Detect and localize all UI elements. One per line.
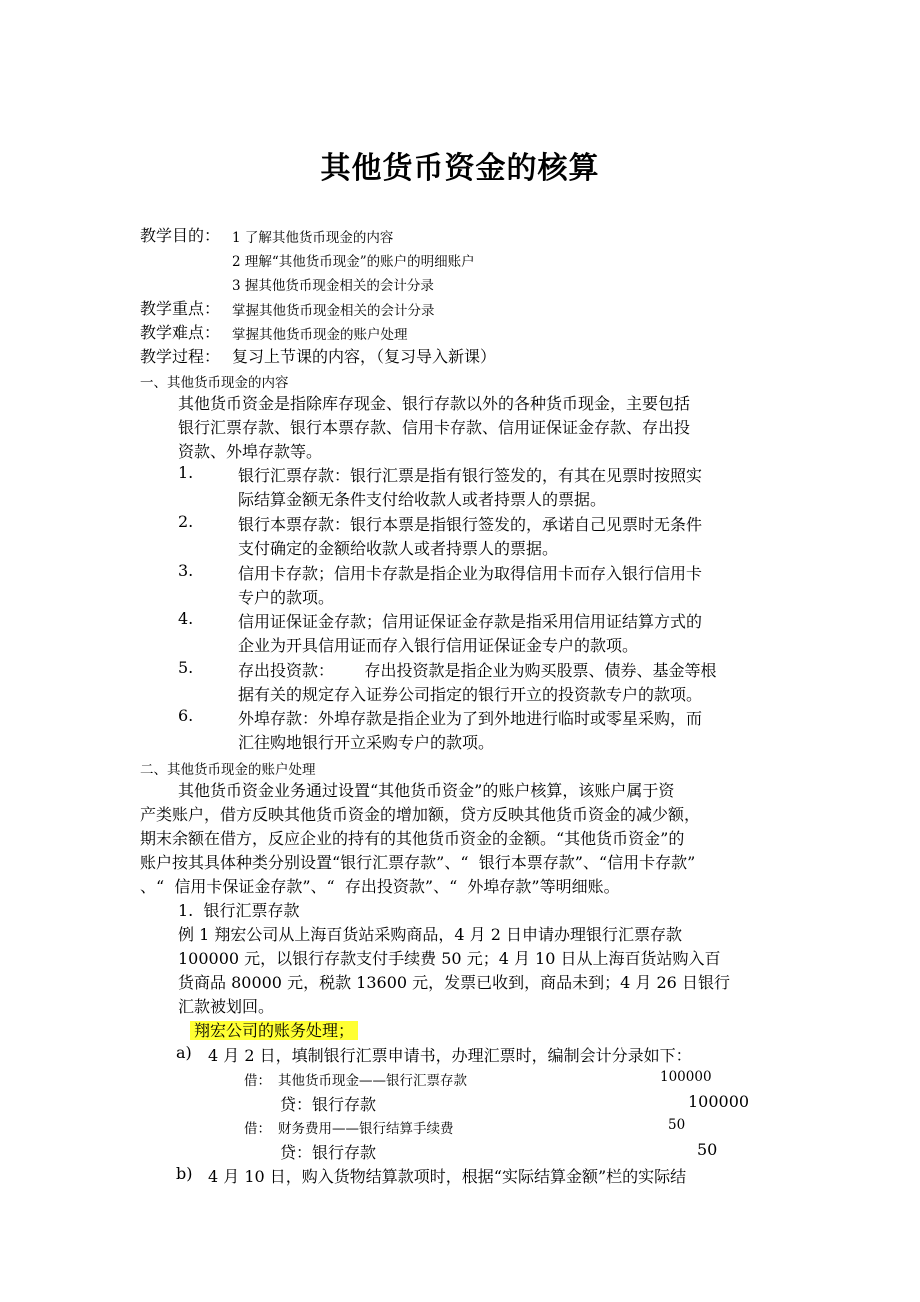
entry-side: 借： — [244, 1073, 271, 1089]
list-item-line: 据有关的规定存入证券公司指定的银行开立的投资款专户的款项。 — [238, 685, 703, 704]
list-item-line: 专户的款项。 — [238, 588, 335, 607]
list-item-line: 信用证保证金存款；信用证保证金存款是指采用信用证结算方式的 — [238, 612, 703, 631]
entry-account: 银行存款 — [312, 1143, 377, 1162]
intro-line: 资款、外埠存款等。 — [178, 442, 323, 461]
section-heading: 二、其他货币现金的账户处理 — [140, 762, 316, 778]
entry-amount: 50 — [668, 1117, 686, 1133]
entry-amount: 100000 — [688, 1092, 750, 1111]
entry-account: 银行存款 — [312, 1095, 377, 1114]
page-title: 其他货币资金的核算 — [320, 151, 600, 186]
list-item-line: 际结算金额无条件支付给收款人或者持票人的票据。 — [238, 490, 607, 509]
objectives-label: 教学目的： — [140, 226, 221, 245]
process-text: 复习上节课的内容，（复习导入新课） — [232, 347, 497, 366]
example-line: 货商品 80000 元，税款 13600 元，发票已收到，商品未到；4 月 26 日银行 — [178, 973, 730, 992]
list-item-line: 银行汇票存款：银行汇票是指有银行签发的，有其在见票时按照实 — [238, 466, 703, 485]
step-a-text: 4 月 2 日，填制银行汇票申请书，办理汇票时，编制会计分录如下： — [208, 1046, 692, 1065]
entry-side: 借： — [244, 1121, 271, 1137]
list-number: 5. — [178, 658, 194, 677]
section-heading: 一、其他货币现金的内容 — [140, 375, 289, 391]
list-item-line: 汇往购地银行开立采购专户的款项。 — [238, 733, 495, 752]
list-number: 2. — [178, 512, 194, 531]
list-item-line: 信用卡存款；信用卡存款是指企业为取得信用卡而存入银行信用卡 — [238, 564, 703, 583]
entry-side: 贷： — [280, 1095, 313, 1114]
example-line: 100000 元，以银行存款支付手续费 50 元；4 月 10 日从上海百货站购入百 — [178, 949, 721, 968]
para-line: 账户按其具体种类分别设置“银行汇票存款”、“ 银行本票存款”、“信用卡存款” — [140, 853, 696, 872]
para-line: 产类账户，借方反映其他货币资金的增加额，贷方反映其他货币资金的减少额， — [140, 805, 701, 824]
highlighted-note: 翔宏公司的账务处理； — [190, 1021, 358, 1040]
example-line: 汇款被划回。 — [178, 997, 275, 1016]
list-number: 6. — [178, 706, 194, 725]
list-item-line: 外埠存款：外埠存款是指企业为了到外地进行临时或零星采购，而 — [238, 709, 703, 728]
list-number: 1. — [178, 463, 194, 482]
step-b-label: b) — [176, 1164, 193, 1183]
objective-item: 3 握其他货币现金相关的会计分录 — [232, 278, 434, 294]
para-line: 其他货币资金业务通过设置“其他货币资金”的账户核算，该账户属于资 — [178, 781, 675, 800]
entry-amount: 50 — [697, 1140, 718, 1159]
example-line: 例 1 翔宏公司从上海百货站采购商品，4 月 2 日申请办理银行汇票存款 — [178, 925, 682, 944]
step-b-text: 4 月 10 日，购入货物结算款项时，根据“实际结算金额”栏的实际结 — [208, 1167, 687, 1186]
intro-line: 其他货币资金是指除库存现金、银行存款以外的各种货币现金，主要包括 — [178, 394, 691, 413]
entry-side: 贷： — [280, 1143, 313, 1162]
process-label: 教学过程： — [140, 347, 221, 366]
intro-line: 银行汇票存款、银行本票存款、信用卡存款、信用证保证金存款、存出投 — [178, 418, 691, 437]
sub-heading: 1. 银行汇票存款 — [178, 901, 300, 920]
entry-amount: 100000 — [660, 1069, 712, 1085]
entry-account: 其他货币现金——银行汇票存款 — [278, 1073, 467, 1089]
list-number: 4. — [178, 609, 194, 628]
list-number: 3. — [178, 561, 194, 580]
focus-label: 教学重点： — [140, 299, 221, 318]
entry-account: 财务费用——银行结算手续费 — [278, 1121, 454, 1137]
list-item-line: 银行本票存款：银行本票是指银行签发的，承诺自己见票时无条件 — [238, 515, 703, 534]
difficulty-text: 掌握其他货币现金的账户处理 — [232, 327, 408, 343]
objective-item: 2 理解“其他货币现金”的账户的明细账户 — [232, 254, 475, 270]
step-a-label: a) — [176, 1043, 192, 1062]
list-item-line: 存出投资款： 存出投资款是指企业为购买股票、债券、基金等根 — [238, 661, 717, 680]
list-item-line: 支付确定的金额给收款人或者持票人的票据。 — [238, 539, 559, 558]
difficulty-label: 教学难点： — [140, 323, 221, 342]
para-line: 、“ 信用卡保证金存款”、“ 存出投资款”、“ 外埠存款”等明细账。 — [140, 877, 620, 896]
focus-text: 掌握其他货币现金相关的会计分录 — [232, 303, 435, 319]
para-line: 期末余额在借方，反应企业的持有的其他货币资金的金额。“其他货币资金”的 — [140, 829, 685, 848]
list-item-line: 企业为开具信用证而存入银行信用证保证金专户的款项。 — [238, 636, 639, 655]
objective-item: 1 了解其他货币现金的内容 — [232, 230, 394, 246]
